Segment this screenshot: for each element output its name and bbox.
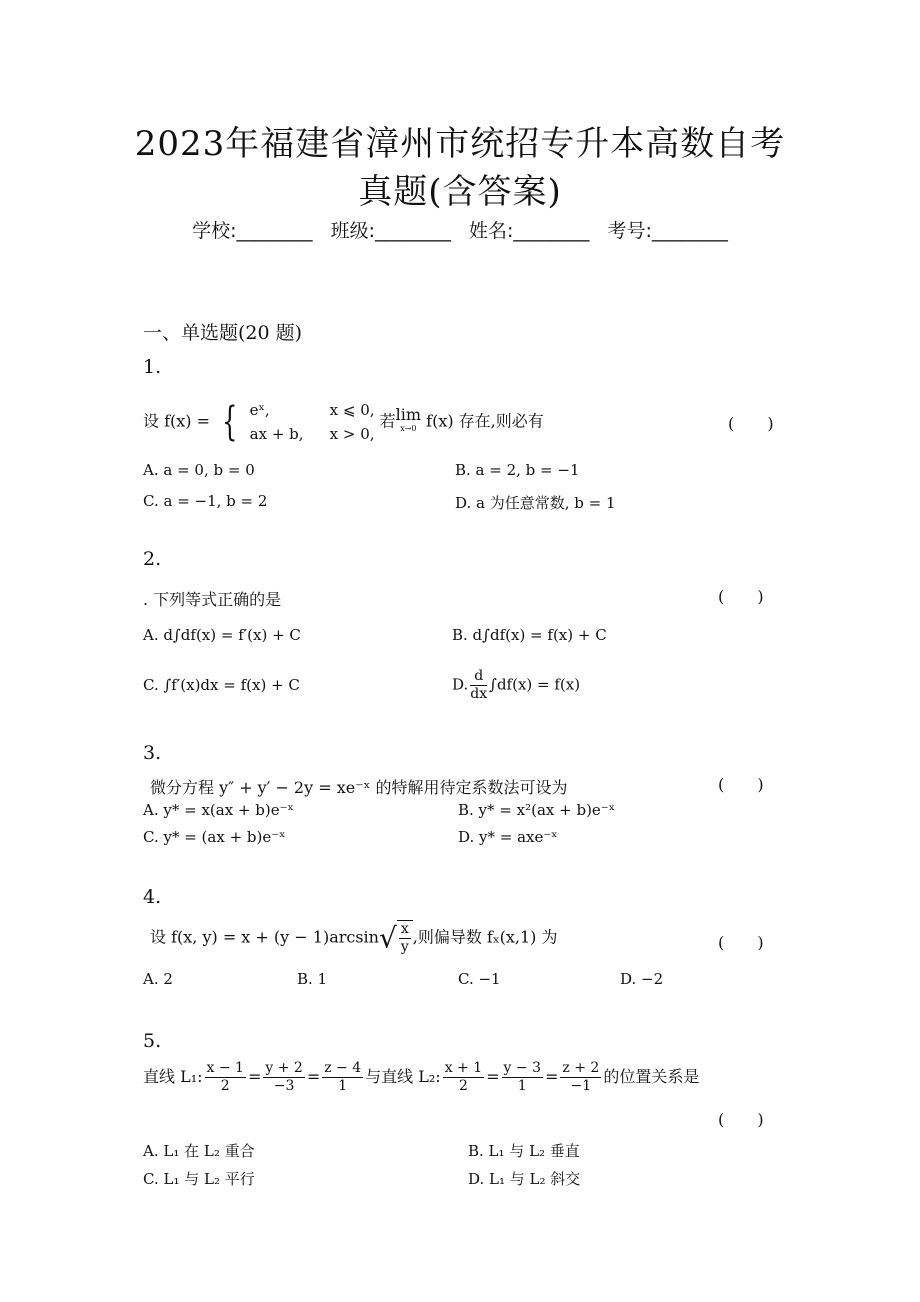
q3-option-a: A. y* = x(ax + b)e⁻ˣ (143, 801, 294, 819)
q3-option-b: B. y* = x²(ax + b)e⁻ˣ (458, 801, 616, 819)
q3-number: 3. (143, 742, 162, 764)
q2-option-c: C. ∫f′(x)dx = f(x) + C (143, 676, 300, 694)
q2-d-rest: ∫df(x) = f(x) (489, 675, 581, 694)
q5-option-c: C. L₁ 与 L₂ 平行 (143, 1170, 255, 1188)
q2-answer-blank: ( ) (718, 587, 778, 606)
q2-option-d (452, 668, 580, 703)
q1-option-b: B. a = 2, b = −1 (455, 461, 580, 479)
q3-answer-blank: ( ) (718, 775, 778, 794)
q4-option-a: A. 2 (143, 970, 173, 988)
sqrt-icon: √ (378, 921, 397, 955)
q5-l2-label: 与直线 L₂: (365, 1067, 441, 1086)
q5-frac-5: $\frac{y - 3}{1}$ (503, 1060, 541, 1094)
q4-stem (150, 920, 557, 956)
q2-d-frac-num: d (470, 668, 487, 686)
q1-stem-post: f(x) 存在,则必有 (426, 411, 544, 431)
q5-option-a: A. L₁ 在 L₂ 重合 (143, 1142, 255, 1160)
q1-stem-pre: 设 f(x) = (143, 411, 211, 431)
section-heading: 一、单选题(20 题) (143, 322, 303, 344)
name-field: 姓名:________ (469, 220, 590, 242)
q2-d-frac-den: dx (470, 686, 488, 702)
q1-case2-cond: x > 0, (329, 425, 375, 443)
q5-l1-label: 直线 L₁: (143, 1067, 203, 1086)
q4-option-b: B. 1 (297, 970, 328, 988)
q2-option-b: B. d∫df(x) = f(x) + C (452, 626, 607, 644)
number-field: 考号:________ (607, 220, 728, 242)
q5-answer-blank: ( ) (718, 1110, 778, 1129)
student-info (0, 216, 920, 243)
q2-d-fraction (470, 668, 487, 703)
q5-option-d: D. L₁ 与 L₂ 斜交 (468, 1170, 581, 1188)
q1-stem-mid: 若 (379, 411, 396, 431)
q5-stem: 直线 L₁: $\frac{x - 1}{2}$ = $\frac{y + 2}{-3}$ = $\frac{z - 4}{1}$ 与直线 L₂: $\frac{x + 1}{2}$ = $\frac{y - 3}{1}$ = $\frac{z + 2}{-1}$ 的位置关系是 (143, 1060, 700, 1094)
q2-option-a: A. d∫df(x) = f′(x) + C (143, 626, 301, 644)
q5-frac-3: $\frac{z - 4}{1}$ (324, 1060, 362, 1094)
q4-sqrt (379, 920, 413, 956)
q1-lim-word: lim (395, 405, 422, 424)
doc-title-line2: 真题(含答案) (358, 172, 562, 212)
q3-stem: 微分方程 y″ + y′ − 2y = xe⁻ˣ 的特解用待定系数法可设为 (150, 778, 568, 797)
q5-stem-post: 的位置关系是 (603, 1067, 700, 1086)
class-field: 班级:________ (330, 220, 451, 242)
q1-option-a: A. a = 0, b = 0 (143, 461, 255, 479)
q4-stem-pre: 设 f(x, y) = x + (y − 1)arcsin (150, 927, 379, 947)
q5-frac-1: $\frac{x - 1}{2}$ (206, 1060, 244, 1094)
q2-stem: . 下列等式正确的是 (143, 590, 282, 609)
q2-number: 2. (143, 548, 162, 570)
q1-answer-blank: ( ) (728, 414, 788, 433)
q5-option-b: B. L₁ 与 L₂ 垂直 (468, 1142, 580, 1160)
q4-option-c: C. −1 (458, 970, 501, 988)
q4-frac-den: y (400, 939, 409, 955)
q4-option-d: D. −2 (620, 970, 664, 988)
q3-option-d: D. y* = axe⁻ˣ (458, 828, 558, 846)
q3-option-c: C. y* = (ax + b)e⁻ˣ (143, 828, 286, 846)
q4-fraction (399, 921, 411, 956)
q1-case1-cond: x ⩽ 0, (329, 401, 375, 419)
q5-frac-4: $\frac{x + 1}{2}$ (444, 1060, 483, 1094)
q1-piecewise (250, 398, 375, 446)
doc-title-line1: 2023年福建省漳州市统招专升本高数自考 (134, 124, 786, 164)
q4-frac-num: x (400, 921, 409, 937)
q4-answer-blank: ( ) (718, 933, 778, 952)
q1-case2-expr: ax + b, (249, 425, 304, 443)
q1-option-c: C. a = −1, b = 2 (143, 492, 268, 510)
q1-stem (143, 398, 544, 446)
q4-stem-post: ,则偏导数 fₓ(x,1) 为 (412, 927, 558, 947)
q2-d-label: D. (452, 675, 469, 694)
left-brace: { (222, 399, 238, 445)
q1-lim-under: x→0 (400, 424, 417, 433)
school-field: 学校:________ (192, 220, 313, 242)
q1-limit (395, 405, 422, 436)
q5-frac-2: $\frac{y + 2}{-3}$ (265, 1060, 303, 1094)
q5-frac-6: $\frac{z + 2}{-1}$ (562, 1060, 600, 1094)
q1-number: 1. (143, 356, 162, 378)
q1-case1-expr: eˣ, (249, 401, 270, 419)
q5-number: 5. (143, 1030, 162, 1052)
q1-option-d: D. a 为任意常数, b = 1 (455, 494, 616, 512)
q4-number: 4. (143, 886, 162, 908)
